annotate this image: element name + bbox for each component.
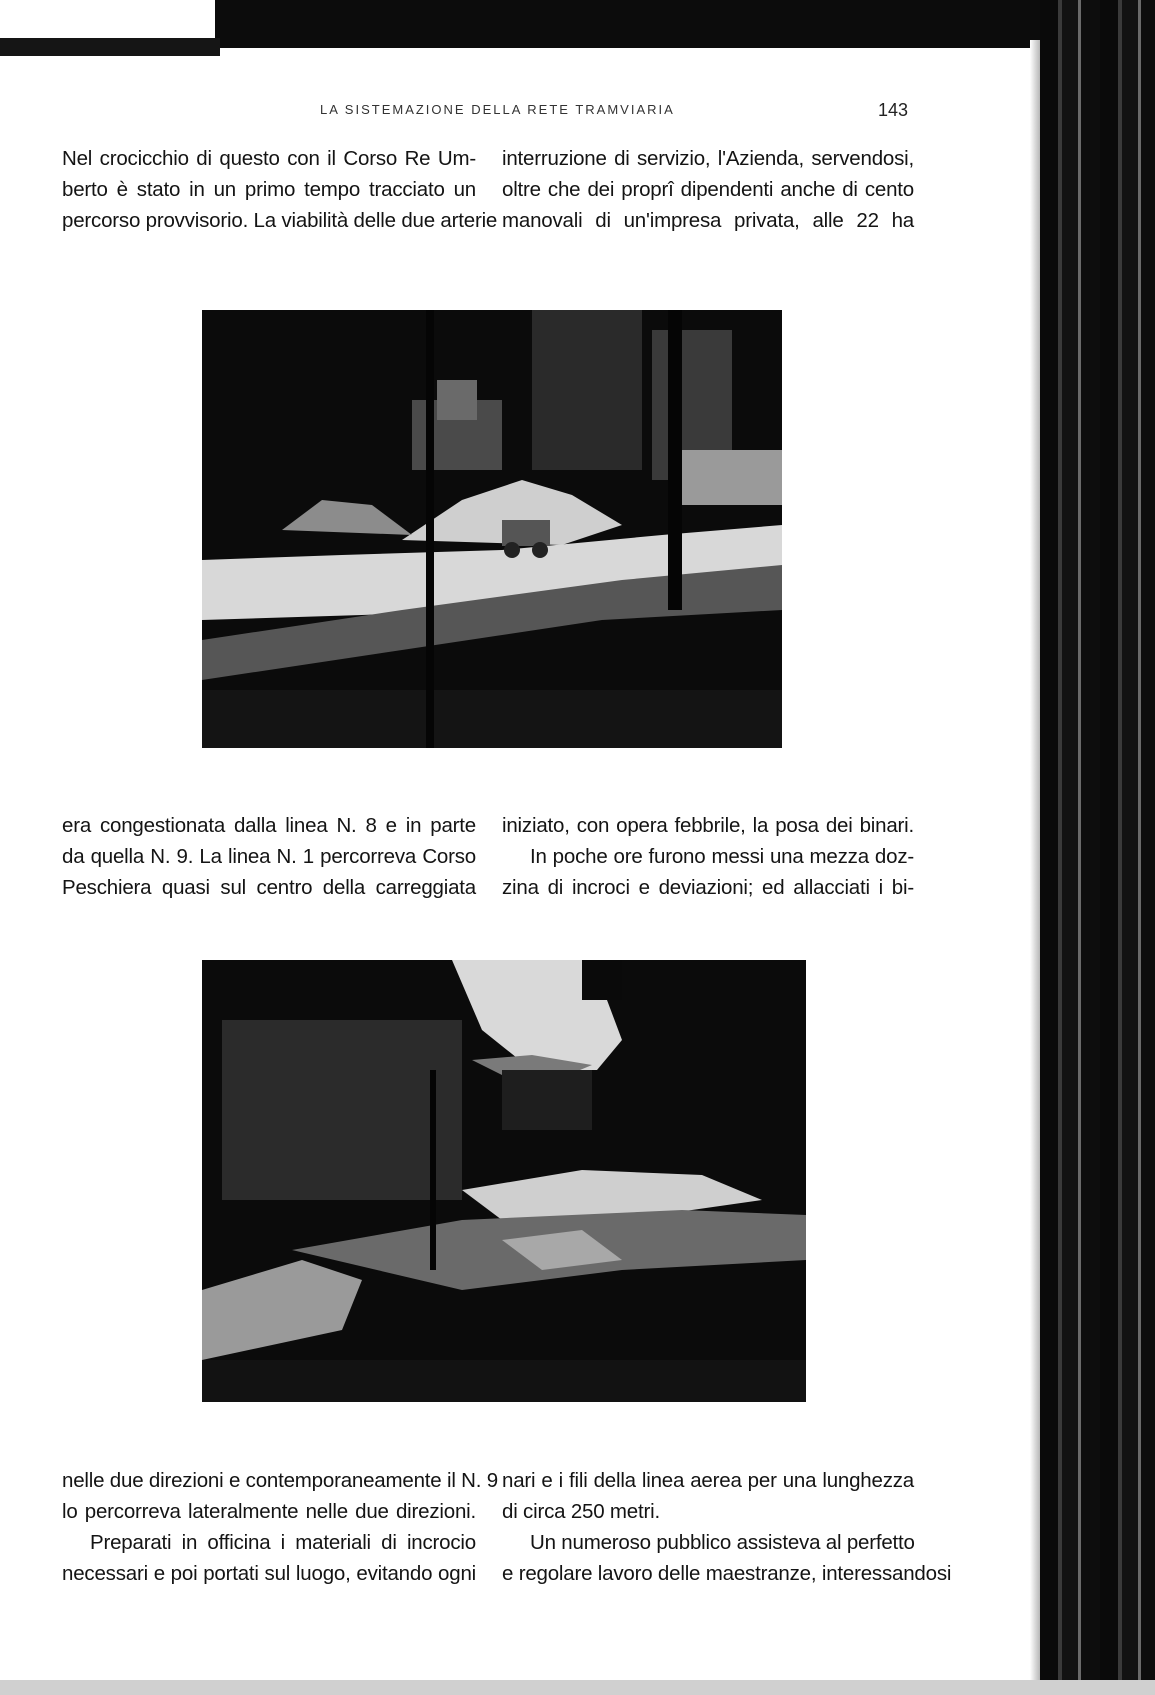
photo-tramway-works-crossing-image — [202, 310, 782, 748]
page-number: 143 — [878, 100, 909, 120]
photo-street-with-snow-and-tracks — [202, 960, 806, 1402]
section2-right-column — [502, 810, 914, 903]
text-line: lo percorreva lateralmente nelle due direzioni. — [62, 1500, 476, 1523]
text-line: necessari e poi portati sul luogo, evitando ogni — [62, 1562, 476, 1585]
photo-tramway-works-crossing — [202, 310, 782, 748]
text-line: interruzione di servizio, l'Azienda, servendosi, — [502, 147, 914, 170]
text-line: di circa 250 metri. — [502, 1500, 660, 1523]
text-line: da quella N. 9. La linea N. 1 percorreva Corso — [62, 845, 476, 868]
section1-right-column — [502, 143, 914, 236]
text-line: e regolare lavoro delle maestranze, interessandosi — [502, 1562, 952, 1585]
text-line: iniziato, con opera febbrile, la posa dei binari. — [502, 814, 914, 837]
text-line: nari e i fili della linea aerea per una lunghezza — [502, 1469, 914, 1492]
section3-right-column — [502, 1465, 952, 1589]
text-line: Peschiera quasi sul centro della carreggiata — [62, 876, 476, 899]
text-line: In poche ore furono messi una mezza doz- — [530, 845, 914, 868]
section1-left-column — [62, 143, 498, 236]
text-line: zina di incroci e deviazioni; ed allacciati i bi- — [502, 876, 914, 899]
text-line: nelle due direzioni e contemporaneamente il N. 9 — [62, 1469, 498, 1492]
section3-left-column — [62, 1465, 498, 1589]
text-line: Un numeroso pubblico assisteva al perfetto — [530, 1531, 915, 1554]
section2-left-column — [62, 810, 476, 903]
text-line: era congestionata dalla linea N. 8 e in parte — [62, 814, 476, 837]
photo-street-with-snow-and-tracks-image — [202, 960, 806, 1402]
text-line: manovali di un'impresa privata, alle 22 ha — [502, 209, 914, 232]
text-line: berto è stato in un primo tempo tracciato un — [62, 178, 476, 201]
text-line: Nel crocicchio di questo con il Corso Re Um- — [62, 147, 476, 170]
text-line: Preparati in officina i materiali di incrocio — [90, 1531, 476, 1554]
running-title: LA SISTEMAZIONE DELLA RETE TRAMVIARIA — [320, 102, 675, 117]
text-line: percorso provvisorio. La viabilità delle due arterie — [62, 209, 498, 232]
book-spine-pages — [1040, 0, 1155, 1695]
text-line: oltre che dei proprî dipendenti anche di cento — [502, 178, 914, 201]
